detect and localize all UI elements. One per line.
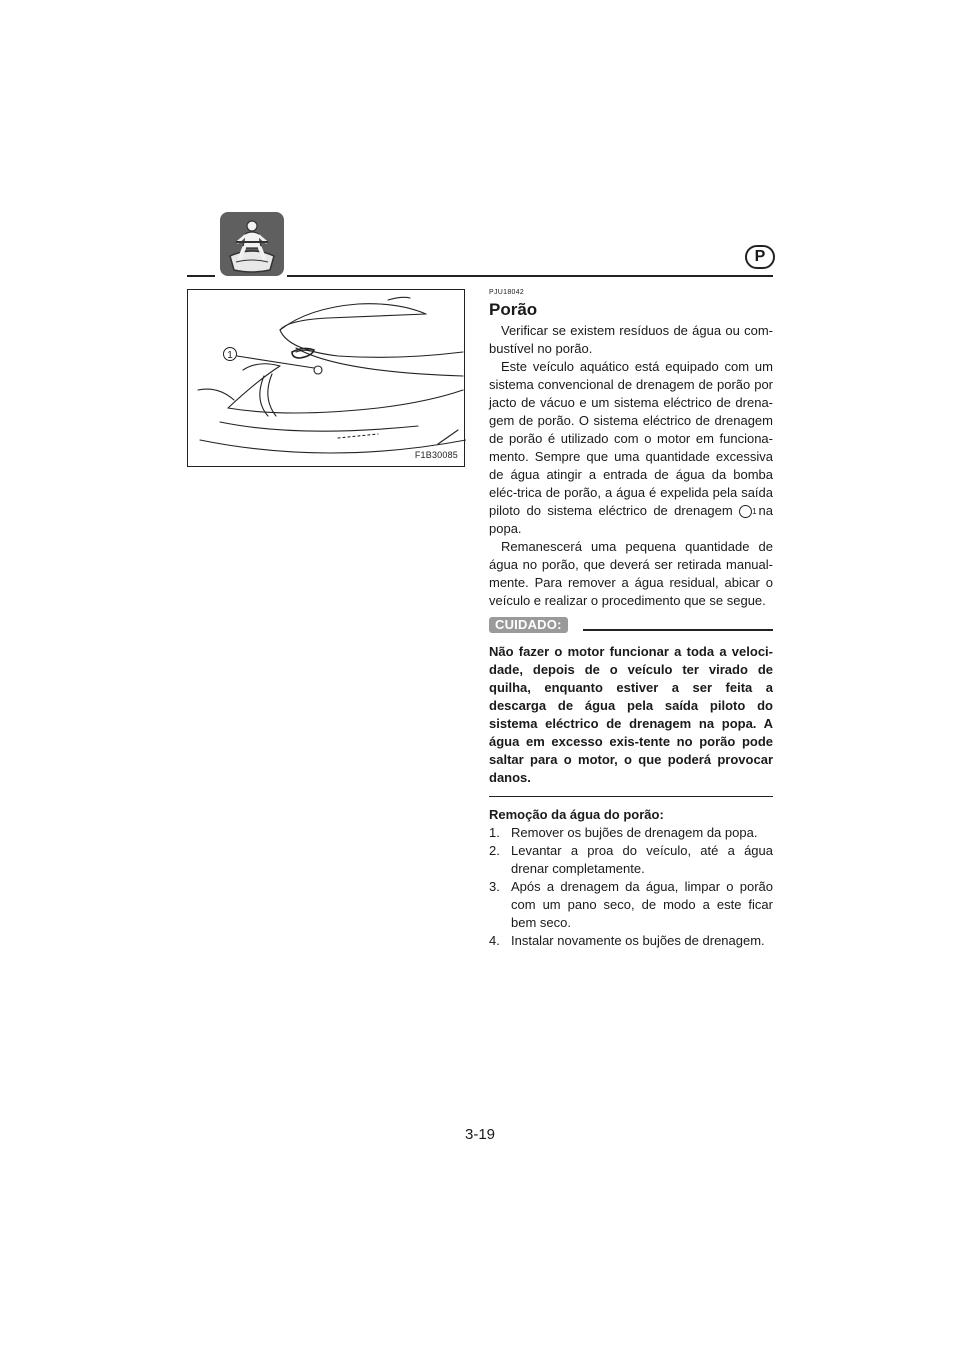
header-rule [287, 275, 773, 277]
bilge-figure [187, 289, 465, 467]
step-text: Levantar a proa do veículo, até a água drenar completamente. [511, 843, 773, 876]
list-item [489, 824, 773, 842]
paragraph-2-text: Este veículo aquático está equipado com um sistema convencional de drenagem de porão por jacto de vácuo e um sistema eléctrico de drena-gem de porão. O sistema eléctrico de drenagem de porão é utilizado com o motor em funciona-mento. Sempre que uma quantidade excessiva de água atingir a entrada de água da bomba eléc-trica de porão, a água é expelida pela saída piloto do sistema eléctrico de drenagem [489, 359, 773, 518]
step-text: Remover os bujões de drenagem da popa. [511, 825, 758, 840]
list-item [489, 932, 773, 950]
list-item [489, 842, 773, 878]
header-rule-left [187, 275, 215, 277]
language-badge: P [745, 245, 775, 269]
caution-text: Não fazer o motor funcionar a toda a veloci-dade, depois de o veículo ter virado de quilha, enquanto estiver a ser feita a descarga de água pela saída piloto do sistema eléctrico de drenagem na popa. A água em excesso exis-tente no porão pode saltar para o motor, o que poderá provocar danos. [489, 643, 773, 797]
step-text: Instalar novamente os bujões de drenagem. [511, 933, 765, 948]
step-number: 4. [489, 933, 500, 948]
caution-label: CUIDADO: [489, 617, 568, 633]
content-column [489, 288, 773, 950]
paragraph-2 [489, 358, 773, 538]
list-item [489, 878, 773, 932]
step-number: 1. [489, 825, 500, 840]
figure-callout: 1 [227, 350, 233, 361]
section-title: Porão [489, 300, 538, 319]
jet-ski-seat-illustration [188, 290, 466, 468]
paragraph-1: Verificar se existem resíduos de água ou com-bustível no porão. [489, 323, 773, 356]
caution-rule [583, 629, 773, 631]
section-code: PJU18042 [489, 289, 525, 296]
paragraph-2-suffix: na popa. [489, 503, 773, 536]
step-number: 2. [489, 843, 500, 858]
figure-label: F1B30085 [414, 450, 458, 460]
step-number: 3. [489, 879, 500, 894]
page-number: 3-19 [464, 1126, 496, 1143]
paragraph-3: Remanescerá uma pequena quantidade de água no porão, que deverá ser retirada manual-mente. Para remover a água residual, abicar o veículo e realizar o procedimento que se segue. [489, 539, 773, 608]
caution-header [489, 617, 773, 635]
procedure-title: Remoção da água do porão: [489, 807, 664, 822]
reference-number: 1 [739, 505, 752, 518]
step-text: Após a drenagem da água, limpar o porão com um pano seco, de modo a este ficar bem seco. [511, 879, 773, 930]
jet-ski-rider-icon [220, 212, 284, 276]
